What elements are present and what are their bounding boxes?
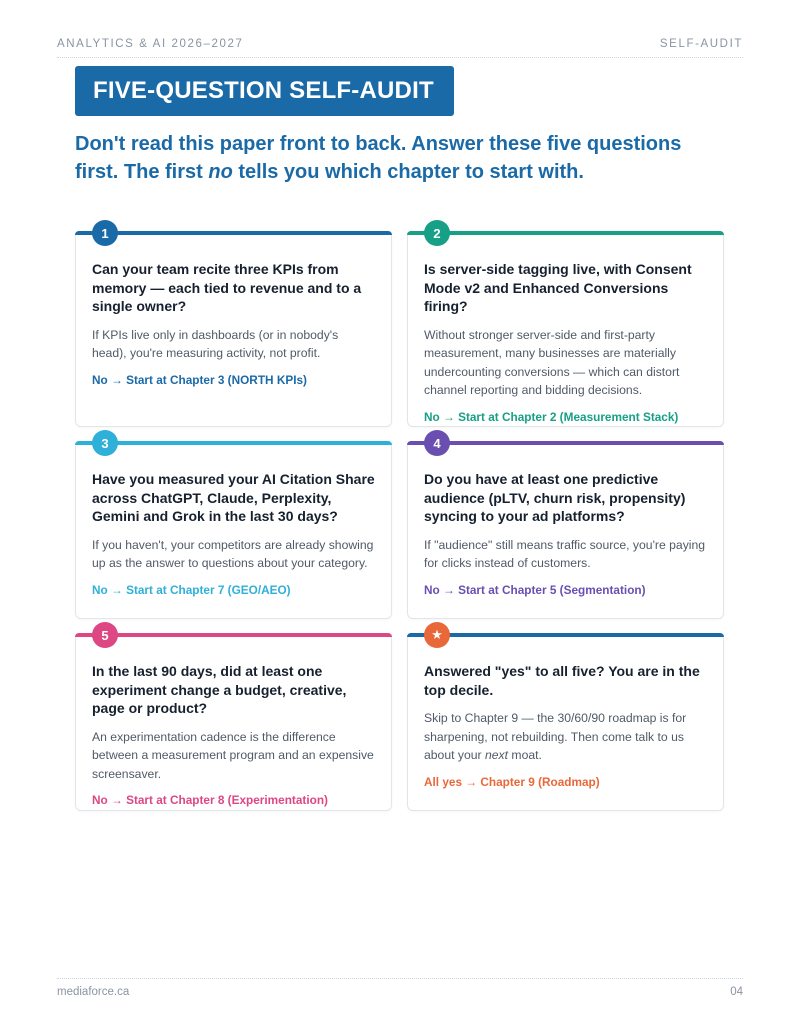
lede-text-end: tells you which chapter to start with. — [232, 161, 584, 183]
star-icon: ★ — [424, 622, 450, 648]
footer-website: mediaforce.ca — [57, 986, 130, 998]
chapter-pointer: No → Start at Chapter 2 (Measurement Stack) — [424, 409, 679, 424]
audit-card-4 — [407, 435, 724, 619]
audit-question: Answered "yes" to all five? You are in the top decile. — [424, 663, 700, 698]
chapter-pointer: No → Start at Chapter 7 (GEO/AEO) — [92, 582, 291, 597]
question-explanation — [424, 709, 707, 765]
header-divider — [57, 57, 743, 58]
header-publication: ANALYTICS & AI 2026–2027 — [57, 38, 244, 50]
question-explanation: If KPIs live only in dashboards (or in nobody's head), you're measuring activity, not profit. — [92, 327, 339, 360]
question-explanation: If you haven't, your competitors are already showing up as the answer to questions about your category. — [92, 537, 374, 570]
page-footer — [57, 986, 743, 998]
intro-lede — [75, 130, 695, 186]
page-title: FIVE-QUESTION SELF-AUDIT — [75, 66, 454, 116]
card-accent-bar — [407, 633, 724, 637]
chapter-pointer: All yes → Chapter 9 (Roadmap) — [424, 774, 600, 789]
question-explanation: Without stronger server-side and first-party measurement, many businesses are materially undercounting conversions — which can distort channel reporting and bidding decisions. — [424, 327, 680, 397]
card-accent-bar — [75, 231, 392, 235]
audit-card-1 — [75, 225, 392, 427]
explanation-text-end: moat. — [508, 748, 542, 762]
card-accent-bar — [407, 441, 724, 445]
question-number-badge: 5 — [92, 622, 118, 648]
footer-divider — [57, 978, 743, 979]
question-number-badge: 3 — [92, 430, 118, 456]
chapter-pointer: No → Start at Chapter 5 (Segmentation) — [424, 582, 646, 597]
audit-question: In the last 90 days, did at least one experiment change a budget, creative, page or product? — [92, 663, 347, 716]
audit-card-all-yes — [407, 627, 724, 811]
audit-question: Is server-side tagging live, with Consent Mode v2 and Enhanced Conversions firing? — [424, 261, 692, 314]
question-explanation: An experimentation cadence is the difference between a measurement program and an expensive screensaver. — [92, 729, 374, 781]
question-explanation: If "audience" still means traffic source, you're paying for clicks instead of customers. — [424, 537, 706, 570]
chapter-pointer: No → Start at Chapter 3 (NORTH KPIs) — [92, 372, 307, 387]
chapter-pointer: No → Start at Chapter 8 (Experimentation) — [92, 793, 328, 807]
lede-emphasis: no — [208, 161, 233, 183]
running-header — [57, 38, 743, 50]
audit-question: Have you measured your AI Citation Share across ChatGPT, Claude, Perplexity, Gemini and Grok in the last 30 days? — [92, 471, 375, 524]
question-number-badge: 1 — [92, 220, 118, 246]
audit-card-3 — [75, 435, 392, 619]
card-accent-bar — [75, 633, 392, 637]
explanation-text-start: Skip to Chapter 9 — the 30/60/90 roadmap is for sharpening, not rebuilding. Then come talk to us about your — [424, 711, 687, 762]
audit-question: Do you have at least one predictive audience (pLTV, churn risk, propensity) syncing to your ad platforms? — [424, 471, 686, 524]
lede-text-start: Don't read this paper front to back. Answer these five questions first. The first — [75, 133, 682, 183]
audit-question: Can your team recite three KPIs from memory — each tied to revenue and to a single owner? — [92, 261, 362, 314]
audit-card-2 — [407, 225, 724, 427]
page-number: 04 — [730, 986, 743, 998]
audit-card-5 — [75, 627, 392, 811]
card-accent-bar — [75, 441, 392, 445]
explanation-emphasis: next — [484, 748, 509, 762]
header-section: SELF-AUDIT — [659, 38, 743, 50]
question-number-badge: 2 — [424, 220, 450, 246]
question-number-badge: 4 — [424, 430, 450, 456]
card-accent-bar — [407, 231, 724, 235]
